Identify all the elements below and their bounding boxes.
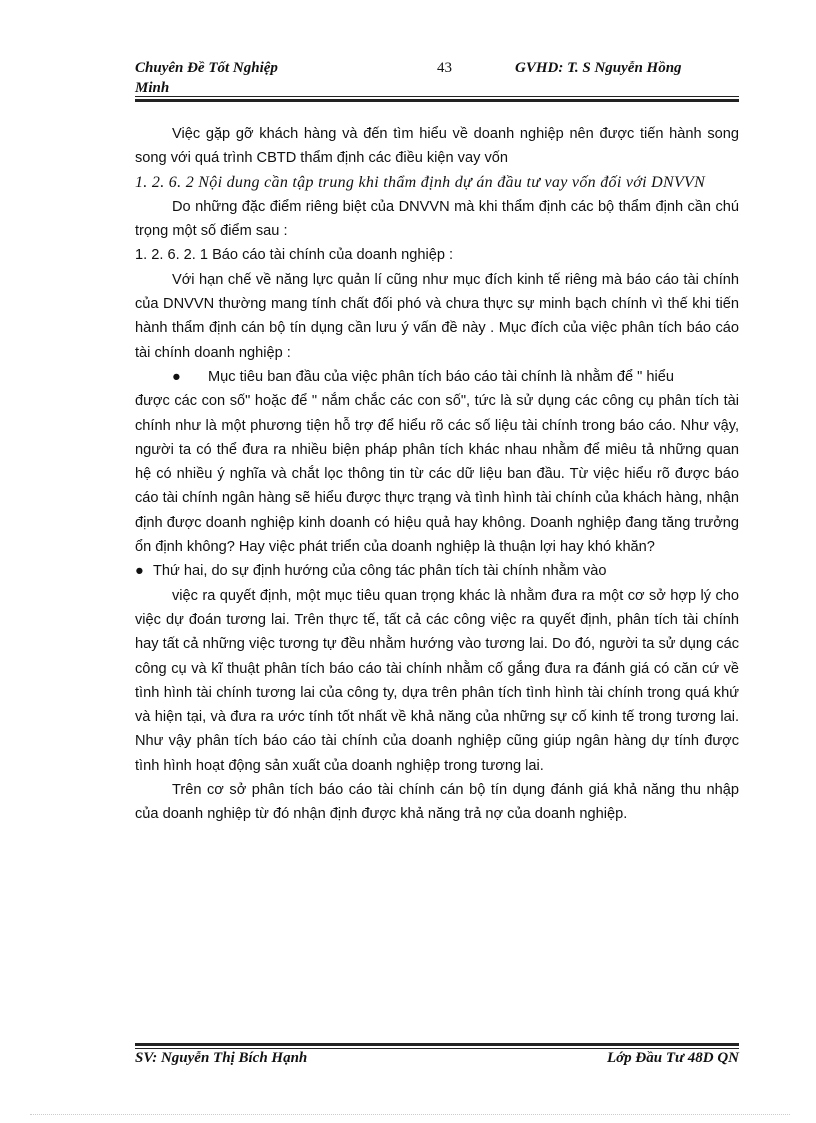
header-title-line2: Minh bbox=[135, 80, 170, 96]
bullet-icon: ● bbox=[135, 563, 144, 580]
section-heading: 1. 2. 6. 2 Nội dung cần tập trung khi thẩm định dự án đầu tư vay vốn đối với DNVVN bbox=[135, 173, 706, 191]
footer-rule-thin bbox=[135, 1048, 739, 1049]
footer-rule-thick bbox=[135, 1043, 739, 1046]
page-number: 43 bbox=[437, 60, 452, 76]
header-supervisor: GVHD: T. S Nguyễn Hồng bbox=[515, 60, 682, 76]
bullet-item-2 bbox=[135, 559, 739, 583]
bullet-icon: ● bbox=[172, 368, 181, 385]
paragraph-forecast: việc ra quyết định, một mục tiêu quan trọng khác là nhằm đưa ra một cơ sở hợp lý cho việc dự đoán tương lai. Trên thực tế, tất cả các công việc ra quyết định, phân tích tài chính hay tất cả những việc tương tự đều nhằm hướng vào tương lai. Do đó, người ta sử dụng các công cụ và kĩ thuật phân tích báo cáo tài chính nhằm cố gắng đưa ra đánh giá có căn cứ về tình hình tài chính tương lai của công ty, dựa trên phân tích tình hình tài chính trong quá khứ và hiện tại, và đưa ra ước tính tốt nhất về khả năng của những sự cố kinh tế trong tương lai. Như vậy phân tích báo cáo tài chính của doanh nghiệp cũng giúp ngân hàng dự tính được tình hình hoạt động sản xuất của doanh nghiệp trong tương lai. bbox=[135, 587, 739, 774]
paragraph-dnvvn: Do những đặc điểm riêng biệt của DNVVN mà khi thẩm định các bộ thẩm định cần chú trọng một số điểm sau : bbox=[135, 198, 739, 240]
bullet-item-1-text: Mục tiêu ban đầu của việc phân tích báo cáo tài chính là nhằm để " hiểu bbox=[208, 368, 675, 385]
header-title bbox=[135, 58, 335, 98]
paragraph-financial-report: Với hạn chế về năng lực quản lí cũng như mục đích kinh tế riêng mà báo cáo tài chính của DNVVN thường mang tính chất đối phó và chưa thực sự minh bạch chính vì thế khi tiến hành thẩm định cán bộ tín dụng cần lưu ý vấn đề này . Mục đích của việc phân tích báo cáo tài chính doanh nghiệp : bbox=[135, 271, 739, 361]
subsection-heading: 1. 2. 6. 2. 1 Báo cáo tài chính của doanh nghiệp : bbox=[135, 247, 454, 264]
footer-class: Lớp Đầu Tư 48D QN bbox=[606, 1050, 739, 1066]
bullet-item-1-continued: được các con số" hoặc để " nắm chắc các con số", tức là sử dụng các công cụ phân tích tài chính như là một phương tiện hỗ trợ để hiểu rõ các số liệu tài chính trong báo cáo. Như vậy, người ta có thể đưa ra nhiều biện pháp phân tích khác nhau nhằm để miêu tả những quan hệ có nhiều ý nghĩa và chắt lọc thông tin từ các dữ liệu ban đầu. Từ việc hiểu rõ được báo cáo tài chính ngân hàng sẽ hiểu được thực trạng và tình hình tài chính của khách hàng, nhận định được doanh nghiệp kinh doanh có hiệu quả hay không. Doanh nghiệp đang tăng trưởng ổn định không? Hay việc phát triển của doanh nghiệp là thuận lợi hay khó khăn? bbox=[135, 393, 739, 556]
page-bottom-divider bbox=[30, 1114, 790, 1115]
header-title-line1: Chuyên Đề Tốt Nghiệp bbox=[135, 60, 278, 76]
header-rule-thin bbox=[135, 96, 739, 97]
page-footer bbox=[135, 1050, 739, 1072]
paragraph-intro: Việc gặp gỡ khách hàng và đến tìm hiểu về doanh nghiệp nên được tiến hành song song với quá trình CBTD thẩm định các điều kiện vay vốn bbox=[135, 126, 739, 167]
header-rule-thick bbox=[135, 99, 739, 102]
footer-student: SV: Nguyễn Thị Bích Hạnh bbox=[135, 1050, 308, 1066]
bullet-item-1 bbox=[135, 365, 739, 389]
page-header bbox=[135, 58, 739, 98]
page-body bbox=[135, 122, 739, 827]
bullet-item-2-text: Thứ hai, do sự định hướng của công tác phân tích tài chính nhằm vào bbox=[153, 563, 607, 580]
paragraph-conclusion: Trên cơ sở phân tích báo cáo tài chính cán bộ tín dụng đánh giá khả năng thu nhập của doanh nghiệp từ đó nhận định được khả năng trả nợ của doanh nghiệp. bbox=[135, 782, 739, 823]
